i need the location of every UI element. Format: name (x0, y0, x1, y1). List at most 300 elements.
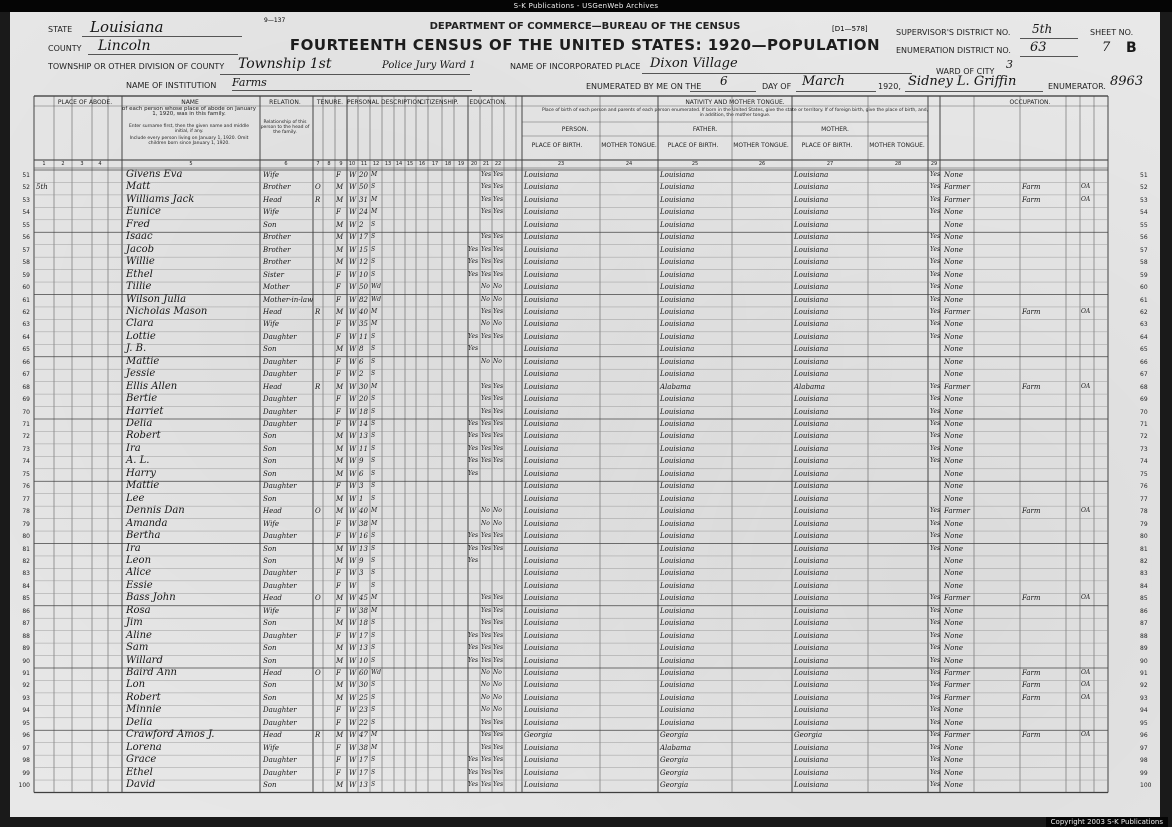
age: 23 (359, 706, 368, 715)
race: W (349, 457, 357, 466)
father-pob-label: PLACE OF BIRTH. (667, 142, 719, 149)
person-name: Bertie (126, 393, 158, 405)
person-name: Mattie (126, 355, 160, 367)
row-number-right: 95 (1140, 719, 1148, 727)
class-of-worker: OA (1081, 507, 1091, 515)
person-name: Isaac (126, 231, 153, 243)
mother-birthplace: Louisiana (794, 619, 829, 628)
enum-district-label: ENUMERATION DISTRICT NO. (896, 46, 1011, 55)
speaks-english: Yes (930, 693, 941, 701)
person-birthplace: Louisiana (524, 171, 559, 179)
relation: Wife (263, 519, 280, 528)
person-name: Amanda (126, 517, 168, 529)
father-birthplace: Louisiana (660, 644, 695, 653)
row-number-right: 66 (1140, 358, 1148, 366)
can-read: Yes (481, 171, 492, 178)
incorporated-label: NAME OF INCORPORATED PLACE (510, 62, 641, 71)
ward-label: WARD OF CITY (936, 67, 995, 76)
mother-birthplace: Louisiana (794, 208, 829, 217)
age: 20 (359, 171, 368, 179)
relation: Daughter (263, 420, 297, 428)
race: W (349, 183, 357, 192)
mother-birthplace: Louisiana (794, 233, 829, 242)
can-read: Yes (481, 457, 492, 465)
can-read: Yes (481, 656, 492, 664)
row-number-right: 91 (1140, 670, 1148, 677)
relation: Son (263, 494, 277, 503)
column-number: 22 (494, 161, 502, 167)
father-birthplace: Louisiana (660, 420, 695, 428)
age: 22 (359, 718, 368, 727)
occupation: None (944, 494, 963, 503)
person-name: Ira (126, 542, 141, 554)
race: W (349, 556, 357, 565)
person-birthplace: Louisiana (524, 183, 559, 192)
marital-status: S (371, 270, 376, 278)
can-read: Yes (481, 781, 492, 789)
incorporated-value: Dixon Village (650, 56, 738, 71)
person-name: Grace (126, 754, 157, 766)
speaks-english: Yes (930, 183, 941, 191)
row-number: 75 (22, 470, 30, 478)
can-read: No (481, 693, 490, 701)
person-birthplace: Louisiana (524, 357, 559, 366)
marital-status: S (371, 332, 376, 340)
row-number-right: 86 (1140, 607, 1148, 615)
can-write: No (493, 706, 502, 714)
occupation: None (944, 644, 963, 653)
person-birthplace: Louisiana (524, 420, 559, 428)
census-title: FOURTEENTH CENSUS OF THE UNITED STATES: 1920—POPULATION (289, 36, 881, 54)
county-value: Lincoln (98, 38, 151, 54)
occupation: Farmer (944, 507, 971, 516)
father-birthplace: Georgia (660, 756, 689, 765)
can-read: No (481, 681, 490, 689)
row-number-right: 52 (1140, 184, 1148, 192)
person-birthplace: Louisiana (524, 345, 559, 354)
row-number-right: 99 (1140, 769, 1148, 777)
row-number: 53 (22, 196, 30, 204)
age: 38 (359, 743, 368, 752)
census-sheet (10, 12, 1160, 817)
tenure: O (315, 183, 321, 192)
can-write: Yes (493, 743, 504, 751)
person-birthplace: Louisiana (524, 469, 559, 478)
row-number-right: 98 (1140, 757, 1148, 765)
township-extra: Police Jury Ward 1 (382, 60, 476, 71)
marital-status: S (371, 420, 376, 427)
class-of-worker: OA (1081, 195, 1091, 203)
row-number-right: 65 (1140, 346, 1148, 354)
can-write: Yes (493, 208, 504, 216)
sex: M (336, 494, 344, 503)
marital-status: M (371, 320, 378, 328)
father-birthplace: Louisiana (660, 693, 695, 702)
person-name: Harriet (126, 405, 164, 417)
sex: F (336, 756, 341, 765)
speaks-english: Yes (930, 519, 941, 527)
father-birthplace: Louisiana (660, 320, 695, 329)
school-attendance: Yes (468, 270, 479, 278)
row-number: 80 (22, 533, 30, 541)
industry: Farm (1022, 693, 1041, 702)
father-birthplace: Louisiana (660, 569, 695, 578)
person-name: Delia (126, 418, 153, 429)
occupation: None (944, 756, 963, 765)
race: W (349, 482, 357, 491)
father-birthplace: Louisiana (660, 606, 695, 615)
occupation: None (944, 556, 963, 565)
father-birthplace: Louisiana (660, 706, 695, 715)
person-name: Leon (126, 554, 152, 566)
row-number-right: 80 (1140, 533, 1148, 541)
school-attendance: Yes (468, 469, 479, 477)
age: 11 (359, 332, 368, 341)
race: W (349, 171, 357, 179)
sex: F (336, 718, 341, 727)
speaks-english: Yes (930, 382, 941, 390)
row-number: 72 (22, 433, 30, 441)
father-birthplace: Louisiana (660, 295, 695, 304)
relation: Daughter (263, 756, 297, 765)
person-birthplace: Louisiana (524, 444, 559, 453)
mother-birthplace: Louisiana (794, 743, 829, 752)
sex: M (336, 507, 344, 516)
race: W (349, 606, 357, 615)
person-birthplace: Louisiana (524, 482, 559, 491)
row-number-right: 88 (1140, 632, 1148, 640)
mother-birthplace: Louisiana (794, 768, 829, 777)
age: 3 (359, 569, 364, 578)
person-name: Delia (126, 716, 153, 728)
occupation: None (944, 544, 963, 553)
person-birthplace: Louisiana (524, 556, 559, 565)
age: 15 (359, 245, 368, 254)
mother-birthplace: Louisiana (794, 631, 829, 640)
person-name: Lorena (126, 741, 162, 753)
mother-birthplace: Louisiana (794, 681, 829, 690)
sex: F (336, 332, 341, 341)
age: 40 (359, 307, 368, 316)
person-birthplace: Louisiana (524, 606, 559, 615)
relation: Brother (263, 233, 291, 242)
person-name: Willard (126, 654, 163, 666)
can-write: Yes (493, 407, 504, 415)
can-write: No (493, 283, 502, 291)
person-birthplace: Louisiana (524, 407, 559, 416)
mother-birthplace: Louisiana (794, 594, 829, 603)
column-number: 18 (444, 161, 452, 167)
relation: Son (263, 469, 277, 478)
person-name: Nicholas Mason (126, 305, 208, 317)
can-write: No (493, 320, 502, 328)
can-read: Yes (481, 258, 492, 266)
supervisor-label: SUPERVISOR'S DISTRICT NO. (896, 28, 1011, 37)
age: 14 (359, 420, 368, 428)
class-of-worker: OA (1081, 731, 1091, 739)
father-birthplace: Louisiana (660, 581, 695, 590)
speaks-english: Yes (930, 756, 941, 764)
column-number: 15 (406, 161, 414, 167)
mother-birthplace: Louisiana (794, 581, 829, 590)
occupation: Farmer (944, 594, 971, 603)
race: W (349, 307, 357, 316)
occupation: Farmer (944, 669, 971, 677)
mother-birthplace: Louisiana (794, 532, 829, 541)
speaks-english: Yes (930, 544, 941, 552)
race: W (349, 357, 357, 366)
mother-birthplace: Louisiana (794, 220, 829, 229)
person-birthplace: Louisiana (524, 594, 559, 603)
sex: M (336, 444, 344, 453)
sex: F (336, 320, 341, 329)
row-number-right: 61 (1140, 296, 1148, 304)
father-birthplace: Louisiana (660, 407, 695, 416)
father-birthplace: Louisiana (660, 370, 695, 379)
column-number: 12 (372, 161, 380, 167)
occupation: None (944, 444, 963, 453)
sex: F (336, 420, 341, 428)
marital-status: S (371, 631, 376, 639)
marital-status: S (371, 532, 376, 540)
row-number-right: 59 (1140, 271, 1148, 279)
mother-birthplace: Louisiana (794, 245, 829, 254)
column-number: 19 (457, 161, 465, 167)
class-of-worker: OA (1081, 693, 1091, 701)
copyright-notice: Copyright 2003 S-K Publications (1046, 817, 1168, 827)
sex: M (336, 183, 344, 192)
can-read: Yes (481, 332, 492, 340)
can-read: Yes (481, 407, 492, 415)
mother-birthplace: Louisiana (794, 756, 829, 765)
industry: Farm (1022, 669, 1041, 677)
occupation: None (944, 270, 963, 279)
can-write: Yes (493, 432, 504, 440)
row-number-right: 62 (1140, 308, 1148, 316)
row-number: 79 (22, 520, 30, 528)
occupation: None (944, 208, 963, 217)
occupation: None (944, 706, 963, 715)
person-name: Ethel (126, 766, 153, 778)
person-birthplace: Louisiana (524, 457, 559, 466)
mother-birthplace: Louisiana (794, 494, 829, 503)
age: 31 (359, 195, 368, 204)
industry: Farm (1022, 195, 1041, 204)
relation: Brother (263, 258, 291, 267)
speaks-english: Yes (930, 307, 941, 315)
marital-status: M (371, 195, 378, 203)
can-read: Yes (481, 270, 492, 278)
person-tongue-label: MOTHER TONGUE. (601, 142, 657, 149)
speaks-english: Yes (930, 681, 941, 689)
person-birthplace: Louisiana (524, 332, 559, 341)
tenure: R (315, 731, 321, 740)
row-number: 77 (22, 495, 30, 503)
row-number-right: 92 (1140, 682, 1148, 690)
person-name: Williams Jack (126, 193, 195, 205)
father-tongue-label: MOTHER TONGUE. (733, 142, 789, 149)
person-name: Bertha (126, 530, 161, 542)
row-number-right: 78 (1140, 508, 1148, 516)
occupation: None (944, 619, 963, 628)
marital-status: S (371, 395, 376, 403)
father-birthplace: Louisiana (660, 258, 695, 267)
occupation: None (944, 469, 963, 478)
occupation: None (944, 768, 963, 777)
row-number-right: 83 (1140, 570, 1148, 578)
person-name: A. L. (126, 455, 150, 467)
school-attendance: Yes (468, 781, 479, 789)
age: 12 (359, 258, 368, 267)
race: W (349, 345, 357, 354)
column-number: 11 (360, 161, 368, 167)
age: 13 (359, 432, 368, 441)
mother-birthplace: Louisiana (794, 432, 829, 441)
race: W (349, 245, 357, 254)
group-occupation: OCCUPATION. (1009, 99, 1051, 106)
person-birthplace: Louisiana (524, 395, 559, 404)
column-number: 23 (557, 161, 565, 167)
column-number: 9 (339, 161, 343, 167)
row-number: 69 (22, 396, 30, 404)
sex: M (336, 469, 344, 478)
age: 2 (359, 370, 364, 379)
father-birthplace: Louisiana (660, 357, 695, 366)
relation: Son (263, 656, 277, 665)
group-name: NAME (181, 99, 199, 106)
person-birthplace: Louisiana (524, 756, 559, 765)
column-number: 3 (80, 161, 84, 167)
race: W (349, 718, 357, 727)
relation: Daughter (263, 395, 297, 404)
father-birthplace: Louisiana (660, 233, 695, 242)
mother-birthplace: Louisiana (794, 320, 829, 329)
relation: Head (263, 594, 282, 603)
mother-birthplace: Louisiana (794, 420, 829, 428)
row-number: 97 (22, 744, 30, 752)
occupation: None (944, 320, 963, 329)
marital-status: S (371, 258, 376, 266)
row-number-right: 87 (1140, 620, 1148, 628)
enumerated-month: March (802, 74, 845, 89)
mother-birthplace: Louisiana (794, 457, 829, 466)
school-attendance: Yes (468, 532, 479, 540)
sex: M (336, 781, 344, 790)
race: W (349, 644, 357, 653)
race: W (349, 656, 357, 665)
ward-value: 3 (1006, 58, 1013, 71)
father-birthplace: Louisiana (660, 544, 695, 553)
race: W (349, 195, 357, 204)
speaks-english: Yes (930, 768, 941, 776)
relation: Wife (263, 171, 280, 179)
row-number: 61 (22, 296, 30, 304)
marital-status: Wd (371, 283, 382, 291)
row-number: 82 (22, 557, 30, 565)
occupation: None (944, 407, 963, 416)
race: W (349, 631, 357, 640)
age: 30 (359, 681, 368, 690)
industry: Farm (1022, 594, 1041, 603)
row-number-right: 79 (1140, 520, 1148, 528)
sex: F (336, 407, 341, 416)
column-number: 14 (395, 161, 403, 167)
race: W (349, 295, 357, 304)
person-birthplace: Louisiana (524, 307, 559, 316)
sex: M (336, 258, 344, 267)
can-write: Yes (493, 619, 504, 627)
person-name: Mattie (126, 480, 160, 492)
person-birthplace: Louisiana (524, 233, 559, 242)
occupation: Farmer (944, 183, 971, 192)
can-write: No (493, 693, 502, 701)
speaks-english: Yes (930, 208, 941, 216)
relation: Daughter (263, 332, 297, 341)
race: W (349, 619, 357, 628)
race: W (349, 532, 357, 541)
occupation: None (944, 532, 963, 541)
group-citizenship: CITIZENSHIP. (419, 99, 459, 106)
person-name: Sam (126, 642, 149, 654)
can-write: Yes (493, 781, 504, 789)
race: W (349, 258, 357, 267)
can-write: Yes (493, 544, 504, 552)
form-code: [D1—578] (832, 25, 868, 33)
person-birthplace: Louisiana (524, 544, 559, 553)
person-birthplace: Louisiana (524, 743, 559, 752)
row-number-right: 70 (1140, 408, 1148, 416)
row-number-right: 73 (1140, 445, 1148, 453)
marital-status: M (371, 606, 378, 614)
tenure: R (315, 195, 321, 204)
school-attendance: Yes (468, 432, 479, 440)
row-number: 59 (22, 271, 30, 279)
row-number: 90 (22, 657, 30, 665)
can-write: Yes (493, 756, 504, 764)
occupation: None (944, 457, 963, 466)
township-value: Township 1st (238, 56, 332, 72)
sheet-side: B (1126, 40, 1137, 56)
sex: F (336, 606, 341, 615)
column-number: 5 (189, 161, 193, 167)
race: W (349, 681, 357, 690)
name-description: of each person whose place of abode on January 1, 1920, was in this family. (122, 106, 256, 117)
age: 40 (359, 507, 368, 516)
person-name: Tillie (126, 281, 152, 293)
father-birthplace: Louisiana (660, 444, 695, 453)
occupation: None (944, 283, 963, 292)
speaks-english: Yes (930, 507, 941, 515)
marital-status: S (371, 556, 376, 564)
school-attendance: Yes (468, 345, 479, 353)
occupation: None (944, 482, 963, 491)
occupation: None (944, 345, 963, 354)
race: W (349, 220, 357, 229)
age: 82 (359, 295, 368, 304)
school-attendance: Yes (468, 258, 479, 266)
row-number-right: 94 (1140, 707, 1148, 715)
father-birthplace: Louisiana (660, 220, 695, 229)
relation: Daughter (263, 768, 297, 777)
row-number-right: 97 (1140, 744, 1148, 752)
father-label: FATHER. (692, 126, 718, 133)
publisher-bar: S-K Publications - USGenWeb Archives (0, 0, 1172, 12)
marital-status: S (371, 619, 376, 627)
row-number: 99 (22, 769, 30, 777)
mother-birthplace: Louisiana (794, 781, 829, 790)
person-name: Matt (126, 181, 151, 193)
person-name: Rosa (126, 604, 151, 616)
